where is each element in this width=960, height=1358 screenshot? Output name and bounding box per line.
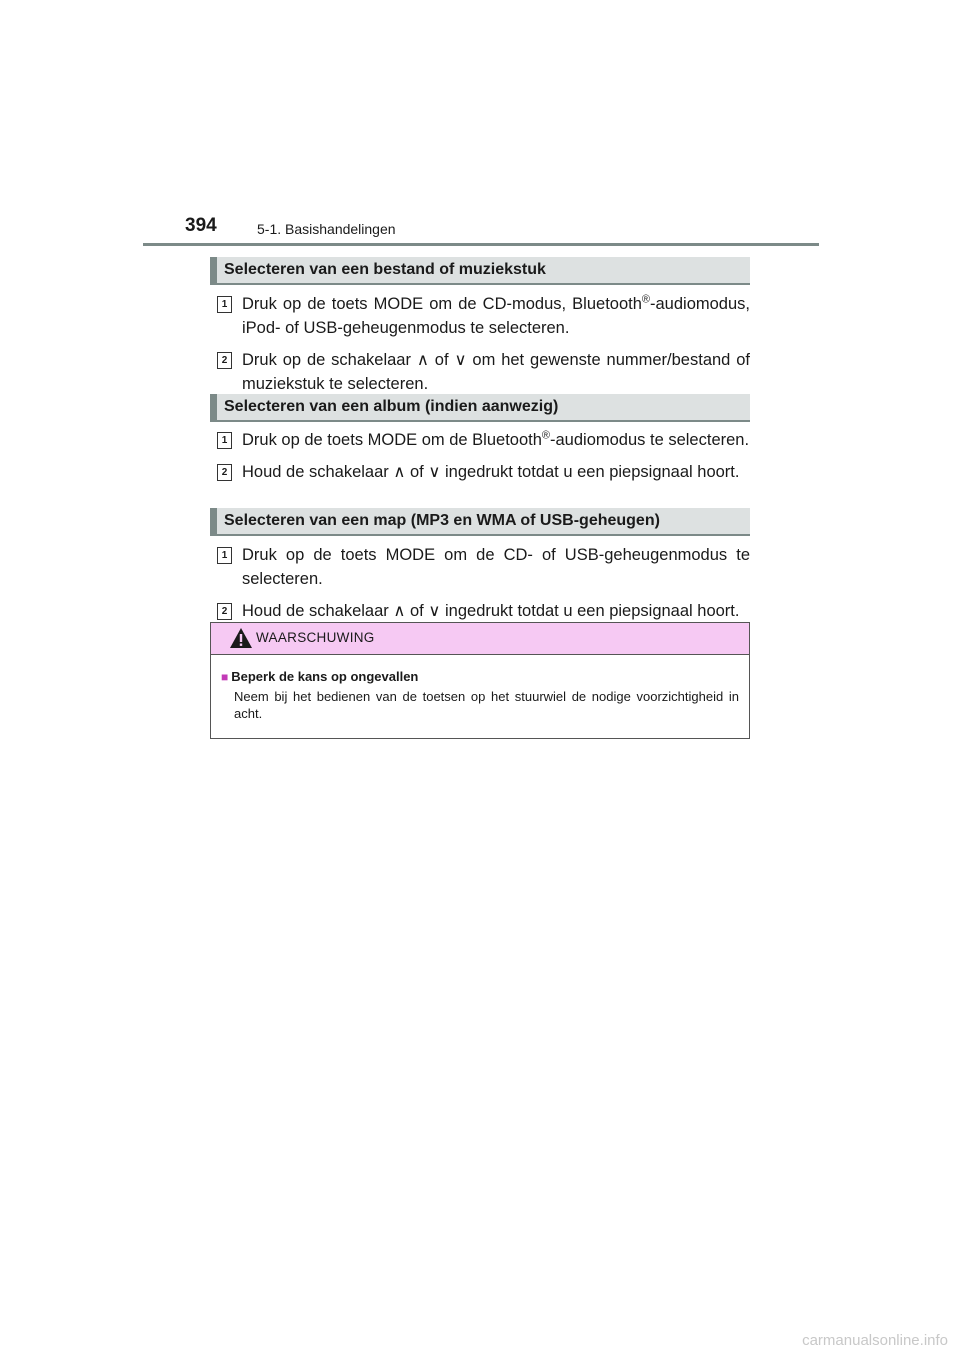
header-rule — [143, 243, 819, 246]
step-text: Druk op de schakelaar ∧ of ∨ om het gewenste nummer/bestand of muziekstuk te selecteren. — [242, 351, 750, 393]
step-number: 1 — [217, 547, 232, 564]
section-heading: Selecteren van een map (MP3 en WMA of USB-geheugen) — [210, 508, 750, 536]
section-select-folder — [210, 508, 750, 623]
warning-heading-text: Beperk de kans op ongevallen — [231, 669, 419, 684]
section-select-album — [210, 394, 750, 484]
page-number: 394 — [185, 215, 217, 236]
watermark-logo — [748, 1330, 948, 1350]
step-text: Houd de schakelaar ∧ of ∨ ingedrukt totdat u een piepsignaal hoort. — [242, 602, 740, 620]
step-number: 1 — [217, 296, 232, 313]
step-number: 2 — [217, 464, 232, 481]
warning-text: Neem bij het bedienen van de toetsen op het stuurwiel de nodige voorzichtigheid in acht. — [234, 689, 739, 721]
warning-title: WAARSCHUWING — [256, 630, 375, 645]
step-number: 2 — [217, 603, 232, 620]
step-text: Druk op de toets MODE om de CD- of USB-geheugenmodus te selecteren. — [242, 546, 750, 588]
step-text: Druk op de toets MODE om de Bluetooth — [242, 431, 542, 449]
chapter-title: 5-1. Basishandelingen — [257, 221, 396, 237]
section-heading: Selecteren van een album (indien aanwezig) — [210, 394, 750, 422]
step-item — [210, 292, 750, 340]
registered-mark: ® — [541, 429, 551, 442]
step-number: 2 — [217, 352, 232, 369]
watermark-text: carmanualsonline.info — [802, 1332, 948, 1349]
warning-box — [210, 622, 750, 739]
step-text: Houd de schakelaar ∧ of ∨ ingedrukt totdat u een piepsignaal hoort. — [242, 463, 740, 481]
step-item — [210, 460, 750, 484]
step-item — [210, 599, 750, 623]
step-text-cont: -audiomodus, iPod- of USB-geheugenmodus te selecteren. — [242, 295, 750, 337]
warning-triangle-icon — [229, 627, 253, 649]
step-item — [210, 348, 750, 396]
warning-body — [211, 655, 749, 722]
square-bullet-icon: ■ — [221, 670, 229, 684]
step-item — [210, 428, 750, 452]
registered-mark: ® — [641, 293, 651, 306]
warning-heading — [221, 668, 739, 686]
section-select-file — [210, 257, 750, 396]
step-item — [210, 543, 750, 591]
section-heading: Selecteren van een bestand of muziekstuk — [210, 257, 750, 285]
step-text-cont: -audiomodus te selecteren. — [550, 431, 750, 449]
step-number: 1 — [217, 432, 232, 449]
step-text: Druk op de toets MODE om de CD-modus, Bluetooth — [242, 295, 642, 313]
warning-header — [211, 623, 749, 655]
